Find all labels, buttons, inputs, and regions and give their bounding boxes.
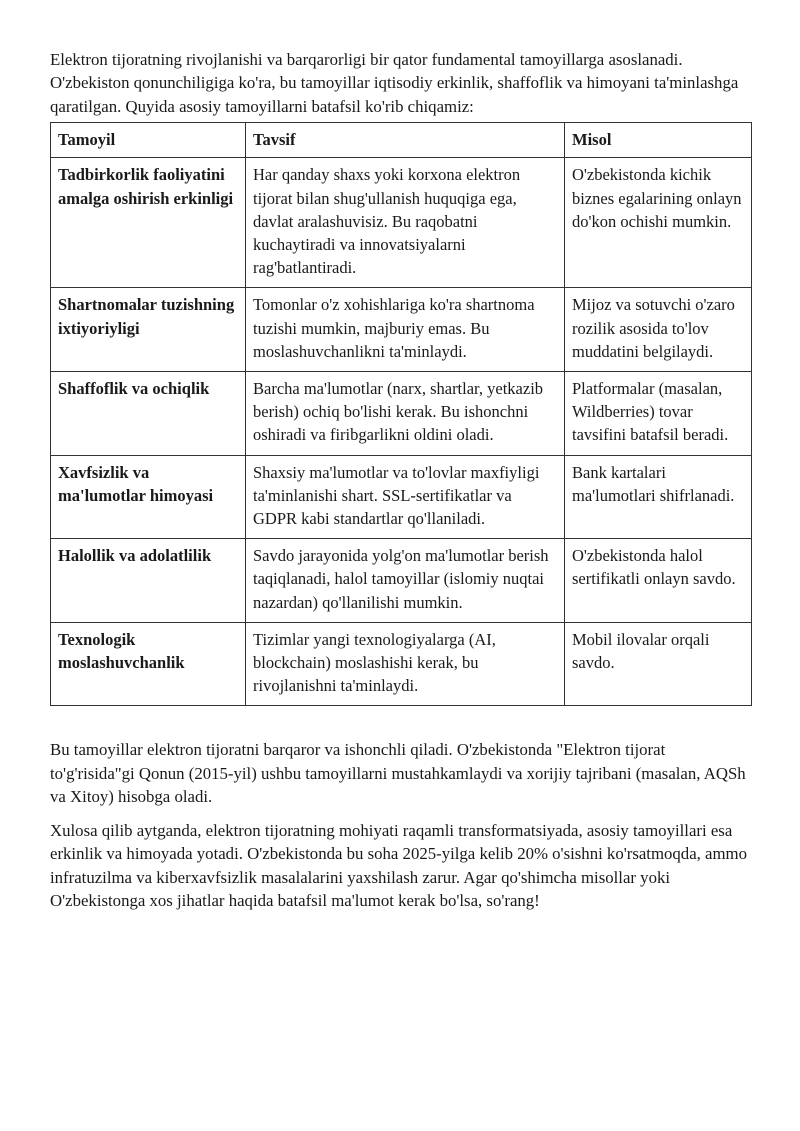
header-principle: Tamoyil bbox=[51, 123, 246, 158]
cell-description: Savdo jarayonida yolg'on ma'lumotlar berish taqiqlanadi, halol tamoyillar (islomiy nuqtai nazardan) qo'llanilishi mumkin. bbox=[246, 539, 565, 623]
cell-description: Shaxsiy ma'lumotlar va to'lovlar maxfiyligi ta'minlanishi shart. SSL-sertifikatlar va GDPR kabi standartlar qo'llaniladi. bbox=[246, 455, 565, 539]
header-description: Tavsif bbox=[246, 123, 565, 158]
table-row bbox=[51, 622, 752, 706]
table-row bbox=[51, 158, 752, 288]
cell-principle: Tadbirkorlik faoliyatini amalga oshirish erkinligi bbox=[51, 158, 246, 288]
cell-example: Bank kartalari ma'lumotlari shifrlanadi. bbox=[565, 455, 752, 539]
law-paragraph: Bu tamoyillar elektron tijoratni barqaror va ishonchli qiladi. O'zbekistonda "Elektron tijorat to'g'risida"gi Qonun (2015-yil) ushbu tamoyillarni mustahkamlaydi va xorijiy tajribani (masalan, AQSh va Xitoy) hisobga oladi. bbox=[50, 740, 746, 807]
conclusion-paragraph: Xulosa qilib aytganda, elektron tijoratning mohiyati raqamli transformatsiyada, asosiy tamoyillari esa erkinlik va himoyada yotadi. O'zbekistonda bu soha 2025-yilga kelib 20% o'sishni ko'rsatmoqda, ammo infratuzilma va kiberxavfsizlik masalalarini yaxshilash zarur. Agar qo'shimcha misollar yoki O'zbekistonga xos jihatlar haqida batafsil ma'lumot kerak bo'lsa, so'rang! bbox=[50, 820, 747, 910]
cell-example: Platformalar (masalan, Wildberries) tovar tavsifini batafsil beradi. bbox=[565, 372, 752, 456]
cell-principle: Xavfsizlik va ma'lumotlar himoyasi bbox=[51, 455, 246, 539]
cell-description: Tizimlar yangi texnologiyalarga (AI, blockchain) moslashishi kerak, bu rivojlanishni ta'minlaydi. bbox=[246, 622, 565, 706]
table-header-row bbox=[51, 123, 752, 158]
cell-principle: Shartnomalar tuzishning ixtiyoriyligi bbox=[51, 288, 246, 372]
cell-description: Tomonlar o'z xohishlariga ko'ra shartnoma tuzishi mumkin, majburiy emas. Bu moslashuvchanlikni ta'minlaydi. bbox=[246, 288, 565, 372]
cell-principle: Shaffoflik va ochiqlik bbox=[51, 372, 246, 456]
table-row bbox=[51, 539, 752, 623]
table-row bbox=[51, 372, 752, 456]
table-row bbox=[51, 455, 752, 539]
table-row bbox=[51, 288, 752, 372]
cell-principle: Halollik va adolatlilik bbox=[51, 539, 246, 623]
header-example: Misol bbox=[565, 123, 752, 158]
cell-example: O'zbekistonda kichik biznes egalarining onlayn do'kon ochishi mumkin. bbox=[565, 158, 752, 288]
cell-description: Har qanday shaxs yoki korxona elektron tijorat bilan shug'ullanish huquqiga ega, davlat aralashuvisiz. Bu raqobatni kuchaytiradi va innovatsiyalarni rag'batlantiradi. bbox=[246, 158, 565, 288]
principles-table bbox=[50, 122, 752, 706]
cell-example: Mobil ilovalar orqali savdo. bbox=[565, 622, 752, 706]
cell-example: Mijoz va sotuvchi o'zaro rozilik asosida to'lov muddatini belgilaydi. bbox=[565, 288, 752, 372]
intro-paragraph: Elektron tijoratning rivojlanishi va barqarorligi bir qator fundamental tamoyillarga asoslanadi. O'zbekiston qonunchiligiga ko'ra, bu tamoyillar iqtisodiy erkinlik, shaffoflik va himoyani ta'minlashga qaratilgan. Quyida asosiy tamoyillarni batafsil ko'rib chiqamiz: bbox=[50, 50, 739, 116]
cell-principle: Texnologik moslashuvchanlik bbox=[51, 622, 246, 706]
cell-example: O'zbekistonda halol sertifikatli onlayn savdo. bbox=[565, 539, 752, 623]
cell-description: Barcha ma'lumotlar (narx, shartlar, yetkazib berish) ochiq bo'lishi kerak. Bu ishonchni oshiradi va firibgarlikni oldini oladi. bbox=[246, 372, 565, 456]
